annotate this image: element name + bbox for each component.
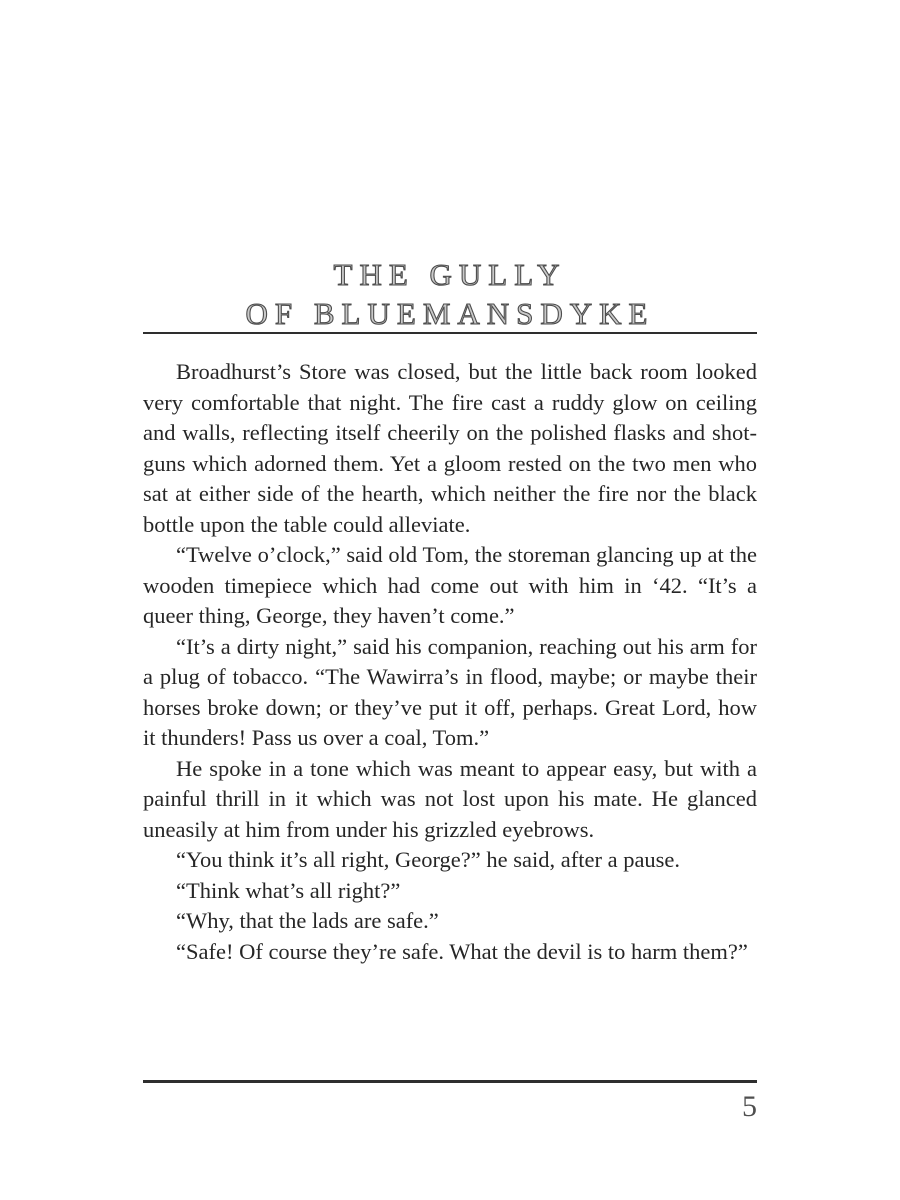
chapter-title — [143, 255, 757, 333]
paragraph: “It’s a dirty night,” said his companion, reaching out his arm for a plug of tobacco. “The Wawirra’s in flood, maybe; or maybe their horses broke down; or they’ve put it off, perhaps. Great Lord, how it thunders! Pass us over a coal, Tom.” — [143, 633, 757, 750]
paragraph: “Twelve o’clock,” said old Tom, the storeman glancing up at the wooden timepiece which had come out with him in ‘42. “It’s a queer thing, George, they haven’t come.” — [143, 542, 757, 628]
paragraph: “You think it’s all right, George?” he said, after a pause. — [176, 847, 681, 872]
chapter-title-line-1: THE GULLY — [333, 256, 567, 292]
chapter-title-line-2: OF BLUEMANSDYKE — [245, 295, 655, 331]
paragraph: “Why, that the lads are safe.” — [176, 908, 439, 933]
paragraph: Broadhurst’s Store was closed, but the little back room looked very comfortable that night. The fire cast a ruddy glow on ceiling and walls, reflecting itself cheerily on the polished flasks and shot-guns which adorned them. Yet a gloom rested on the two men who sat at either side of the hearth, which neither the fire nor the black bottle upon the table could alleviate. — [143, 359, 757, 537]
paragraph: “Safe! Of course they’re safe. What the devil is to harm them?” — [176, 938, 748, 964]
page-number: 5 — [742, 1090, 757, 1123]
story-text — [143, 357, 757, 967]
header-divider-rule — [143, 332, 757, 334]
footer-divider-rule — [143, 1080, 757, 1083]
paragraph: “Think what’s all right?” — [176, 877, 401, 903]
paragraph: He spoke in a tone which was meant to appear easy, but with a painful thrill in it which was not lost upon his mate. He glanced uneasily at him from under his grizzled eyebrows. — [143, 755, 757, 842]
